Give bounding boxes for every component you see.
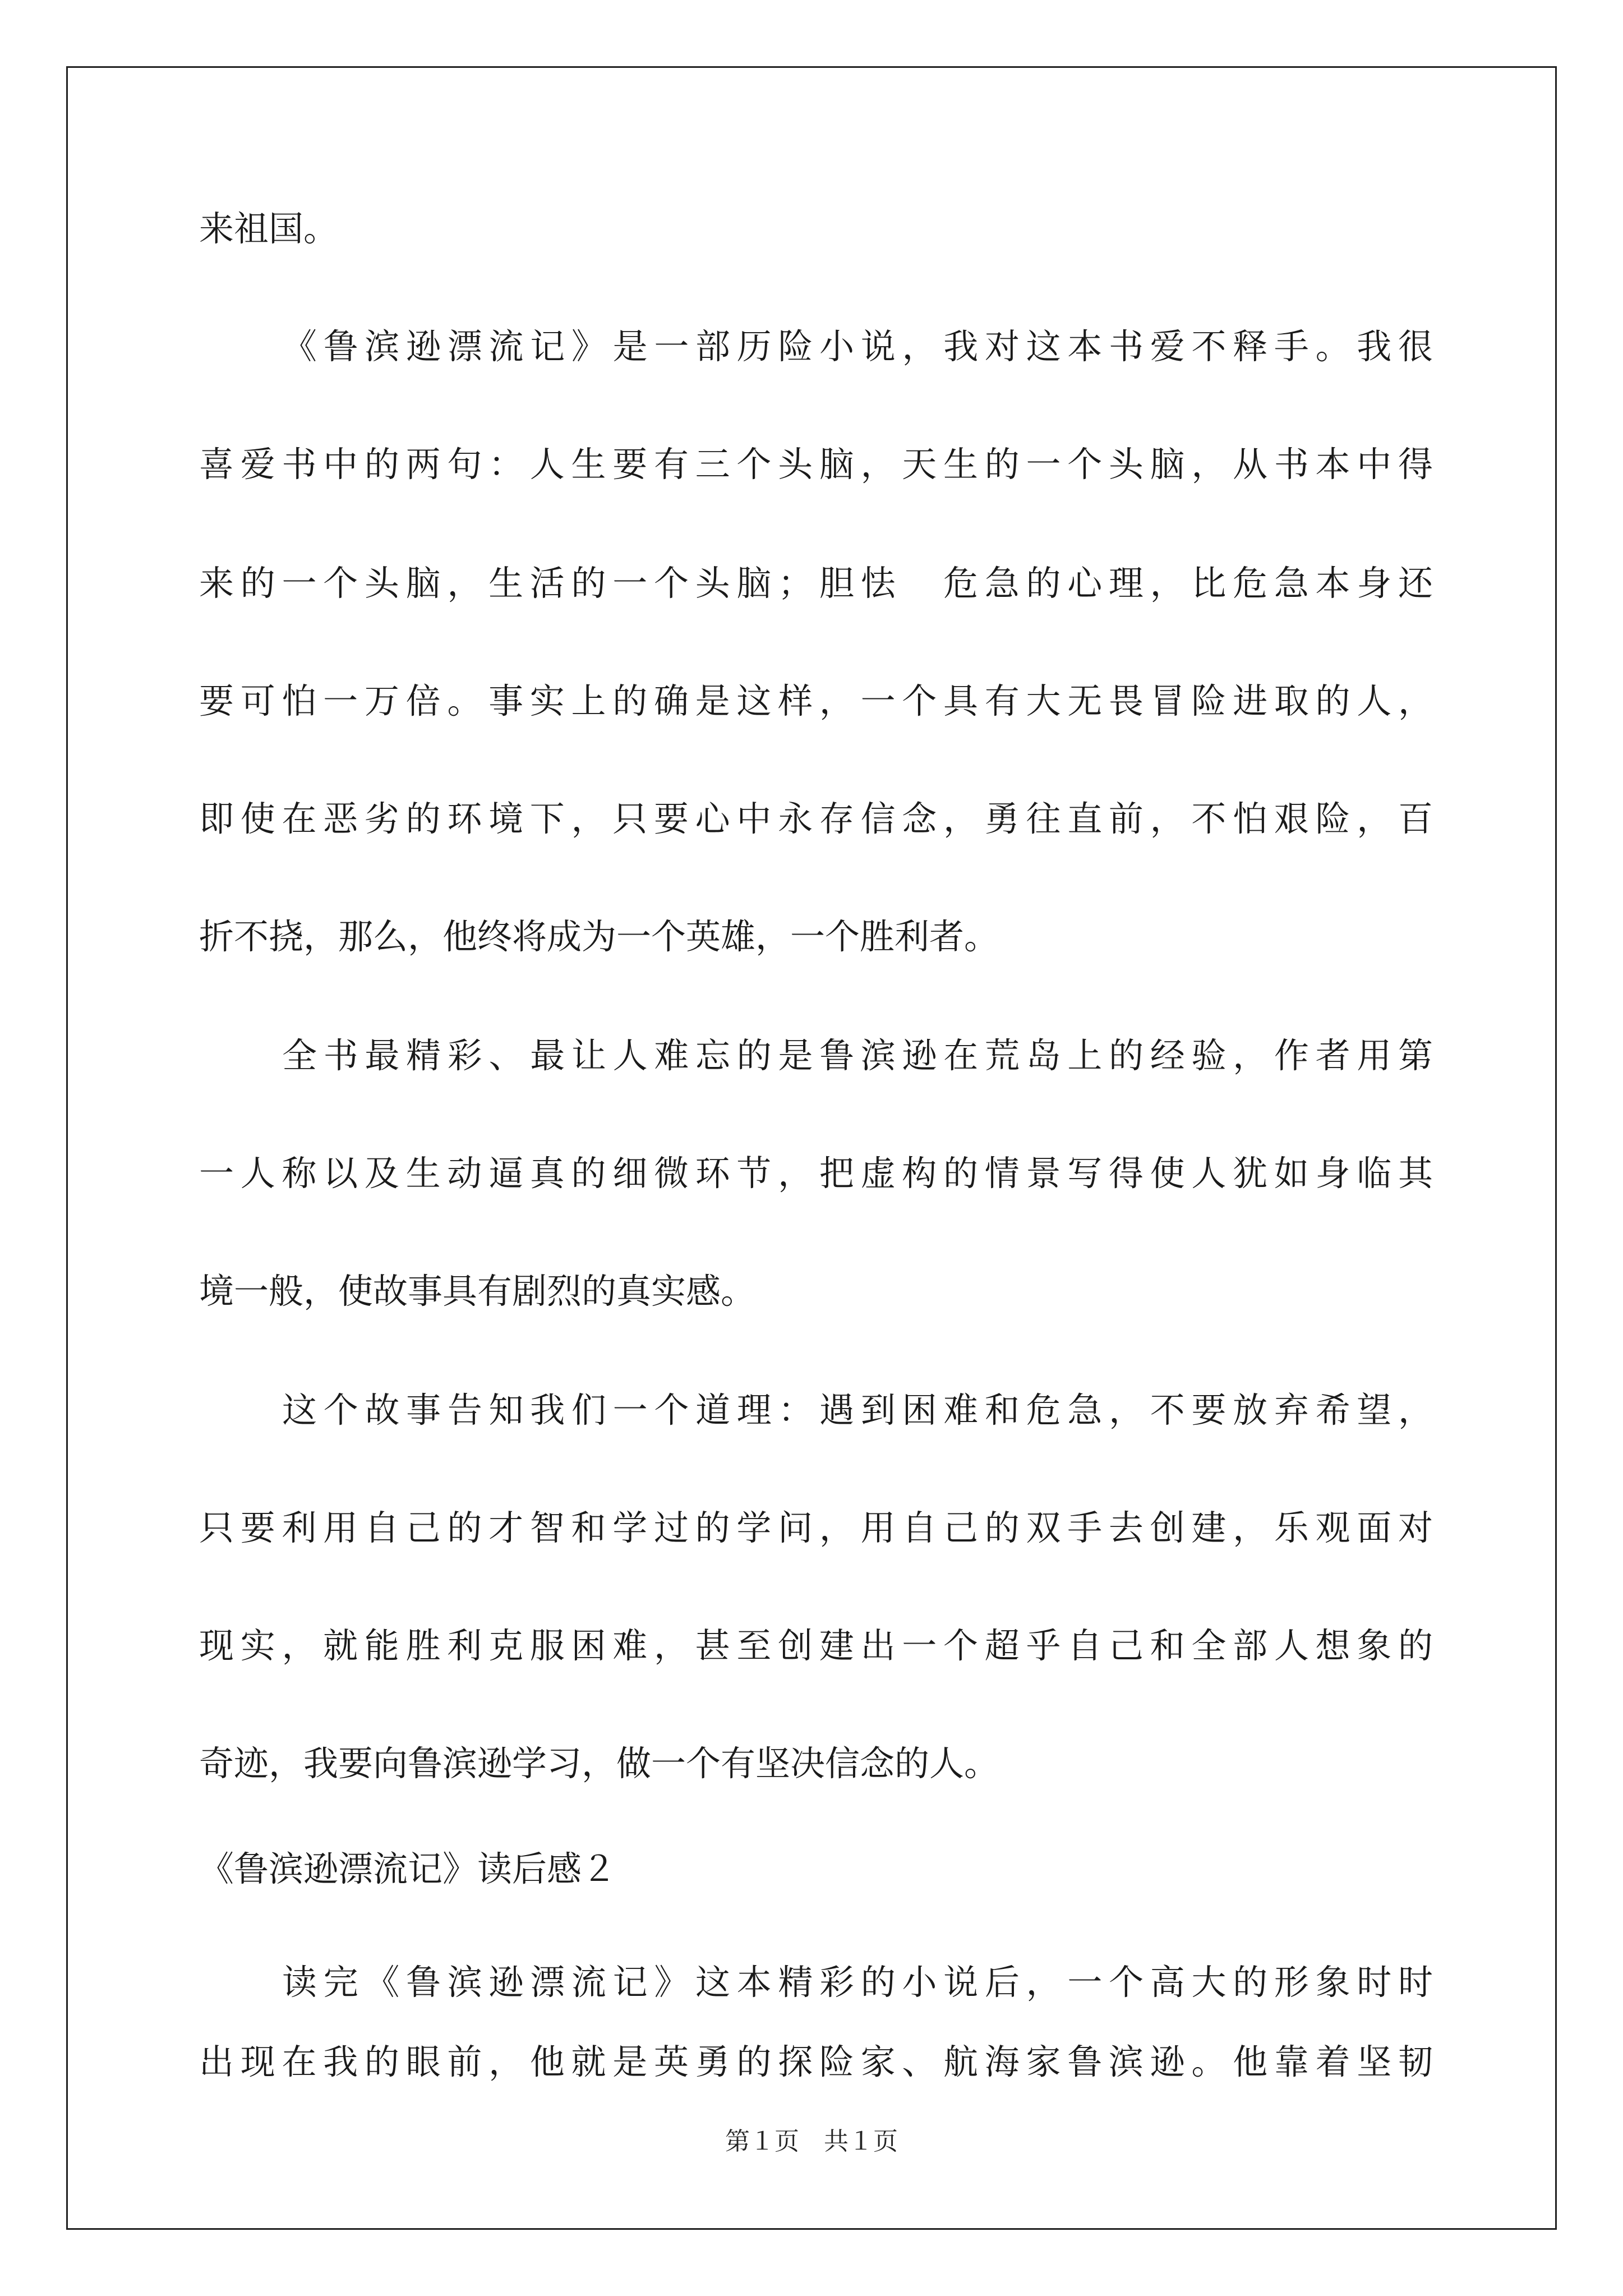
section-heading: 《鲁滨逊漂流记》读后感２ [199,1848,617,1889]
paragraph-first-line: 《鲁滨逊漂流记》是一部历险小说，我对这本书爱不释手。我很 [282,326,1433,367]
text-line: 喜爱书中的两句：人生要有三个头脑，天生的一个头脑，从书本中得 [199,444,1433,485]
paragraph-first-line: 这个故事告知我们一个道理：遇到困难和危急，不要放弃希望， [282,1389,1433,1430]
paragraph-first-line: 读完《鲁滨逊漂流记》这本精彩的小说后，一个高大的形象时时 [282,1962,1433,2003]
text-line: 一人称以及生动逼真的细微环节，把虚构的情景写得使人犹如身临其 [199,1153,1433,1194]
page-border [66,66,1557,2230]
text-line: 只要利用自己的才智和学过的学问，用自己的双手去创建，乐观面对 [199,1507,1433,1548]
text-line: 折不挠，那么，他终将成为一个英雄，一个胜利者。 [199,916,999,957]
paragraph-first-line: 全书最精彩、最让人难忘的是鲁滨逊在荒岛上的经验，作者用第 [282,1035,1433,1076]
text-line: 即使在恶劣的环境下，只要心中永存信念，勇往直前，不怕艰险，百 [199,798,1433,839]
text-line: 出现在我的眼前，他就是英勇的探险家、航海家鲁滨逊。他靠着坚韧 [199,2041,1433,2082]
text-line: 奇迹，我要向鲁滨逊学习，做一个有坚决信念的人。 [199,1743,999,1784]
text-line: 来祖国。 [199,208,339,249]
text-line: 要可怕一万倍。事实上的确是这样，一个具有大无畏冒险进取的人， [199,680,1433,721]
text-line: 来的一个头脑，生活的一个头脑；胆怯 危急的心理，比危急本身还 [199,563,1433,604]
page-footer: 第１页 共１页 [725,2127,898,2156]
text-line: 境一般，使故事具有剧烈的真实感。 [199,1271,756,1312]
text-line: 现实，就能胜利克服困难，甚至创建出一个超乎自己和全部人想象的 [199,1625,1433,1666]
